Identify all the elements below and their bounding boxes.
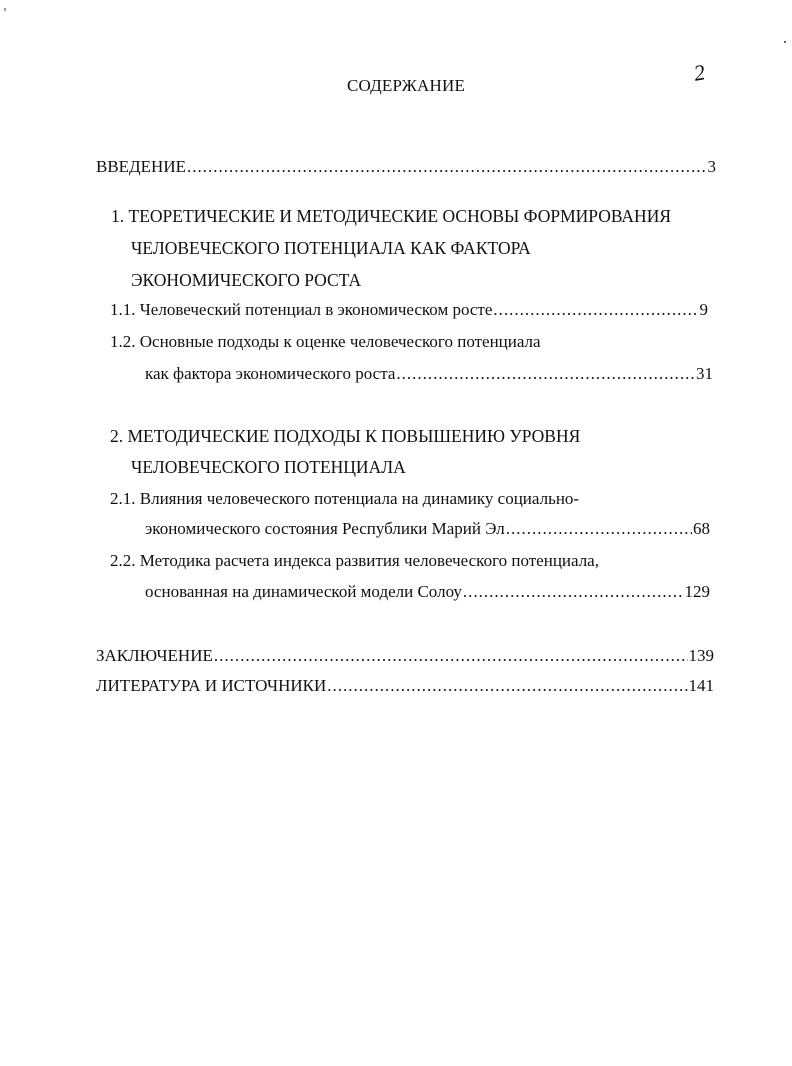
toc-entry-label: ВВЕДЕНИЕ bbox=[96, 157, 186, 176]
toc-entry-label: экономического состояния Республики Марий Эл bbox=[145, 519, 505, 538]
chapter-1-title-line-3: ЭКОНОМИЧЕСКОГО РОСТА bbox=[131, 270, 362, 290]
leader-dots bbox=[493, 300, 698, 320]
toc-entry-page: 3 bbox=[707, 157, 716, 176]
toc-entry-page: 141 bbox=[688, 676, 714, 695]
toc-entry-1-2-line-1: 1.2. Основные подходы к оценке человеческого потенциала bbox=[110, 332, 541, 351]
toc-title: СОДЕРЖАНИЕ bbox=[346, 76, 466, 95]
toc-entry-1-1[interactable] bbox=[110, 300, 708, 324]
leader-dots bbox=[187, 157, 707, 177]
toc-entry-page: 9 bbox=[699, 300, 708, 319]
handwritten-page-number: 2 bbox=[691, 59, 708, 86]
toc-entry-label: 1.1. Человеческий потенциал в экономическом росте bbox=[110, 300, 493, 319]
toc-entry-literature[interactable] bbox=[96, 676, 714, 700]
toc-entry-2-1-line-1: 2.1. Влияния человеческого потенциала на динамику социально- bbox=[110, 489, 580, 508]
toc-entry-page: 129 bbox=[684, 582, 710, 601]
toc-entry-2-2[interactable] bbox=[145, 582, 710, 606]
toc-entry-page: 31 bbox=[696, 364, 713, 383]
toc-entry-1-2[interactable] bbox=[145, 364, 713, 388]
scan-mark bbox=[784, 41, 786, 43]
toc-entry-2-1[interactable] bbox=[145, 519, 710, 543]
toc-entry-page: 139 bbox=[688, 646, 714, 665]
toc-entry-label: как фактора экономического роста bbox=[145, 364, 396, 383]
toc-entry-label: ЛИТЕРАТУРА И ИСТОЧНИКИ bbox=[96, 676, 327, 695]
scan-mark bbox=[4, 8, 6, 11]
toc-entry-conclusion[interactable] bbox=[96, 646, 714, 670]
chapter-1-title-line-1: 1. ТЕОРЕТИЧЕСКИЕ И МЕТОДИЧЕСКИЕ ОСНОВЫ ФОРМИРОВАНИЯ bbox=[111, 206, 672, 226]
leader-dots bbox=[506, 519, 692, 539]
leader-dots bbox=[327, 676, 687, 696]
toc-entry-label: ЗАКЛЮЧЕНИЕ bbox=[96, 646, 213, 665]
toc-entry-page: 68 bbox=[693, 519, 710, 538]
leader-dots bbox=[396, 364, 695, 384]
toc-entry-2-2-line-1: 2.2. Методика расчета индекса развития человеческого потенциала, bbox=[110, 551, 599, 570]
chapter-2-title-line-2: ЧЕЛОВЕЧЕСКОГО ПОТЕНЦИАЛА bbox=[131, 457, 406, 477]
leader-dots bbox=[214, 646, 688, 666]
toc-entry-introduction[interactable] bbox=[96, 157, 716, 181]
chapter-2-title-line-1: 2. МЕТОДИЧЕСКИЕ ПОДХОДЫ К ПОВЫШЕНИЮ УРОВНЯ bbox=[110, 426, 581, 446]
leader-dots bbox=[463, 582, 684, 602]
toc-entry-label: основанная на динамической модели Солоу bbox=[145, 582, 462, 601]
chapter-1-title-line-2: ЧЕЛОВЕЧЕСКОГО ПОТЕНЦИАЛА КАК ФАКТОРА bbox=[131, 238, 531, 258]
